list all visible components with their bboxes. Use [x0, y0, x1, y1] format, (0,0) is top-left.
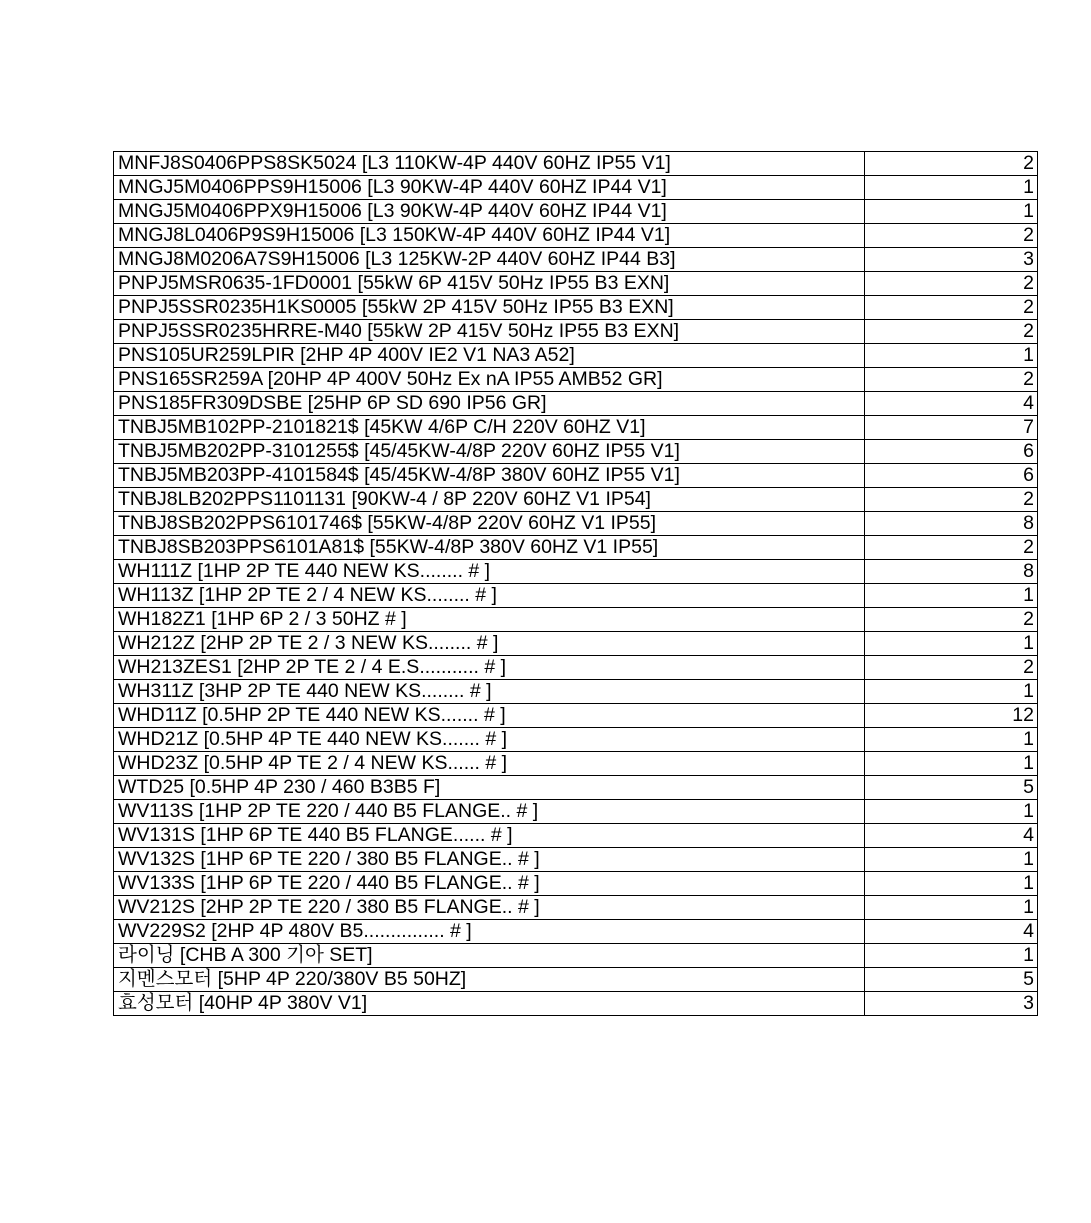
item-description-cell: PNS165SR259A [20HP 4P 400V 50Hz Ex nA IP55 AMB52 GR]: [114, 368, 865, 392]
item-description-cell: WHD23Z [0.5HP 4P TE 2 / 4 NEW KS...... # ]: [114, 752, 865, 776]
item-description-cell: WH213ZES1 [2HP 2P TE 2 / 4 E.S........... # ]: [114, 656, 865, 680]
item-quantity-cell: 5: [865, 968, 1038, 992]
item-description-cell: WHD21Z [0.5HP 4P TE 440 NEW KS....... # ]: [114, 728, 865, 752]
item-description-cell: WH182Z1 [1HP 6P 2 / 3 50HZ # ]: [114, 608, 865, 632]
item-quantity-cell: 8: [865, 512, 1038, 536]
item-quantity-cell: 6: [865, 440, 1038, 464]
item-quantity-cell: 2: [865, 488, 1038, 512]
item-description-cell: WH113Z [1HP 2P TE 2 / 4 NEW KS........ # ]: [114, 584, 865, 608]
table-row: [114, 512, 1038, 536]
item-quantity-cell: 2: [865, 656, 1038, 680]
item-quantity-cell: 4: [865, 392, 1038, 416]
item-quantity-cell: 3: [865, 992, 1038, 1016]
item-quantity-cell: 4: [865, 920, 1038, 944]
item-description-cell: MNGJ8M0206A7S9H15006 [L3 125KW-2P 440V 60HZ IP44 B3]: [114, 248, 865, 272]
table-row: [114, 704, 1038, 728]
item-description-cell: TNBJ8SB202PPS6101746$ [55KW-4/8P 220V 60HZ V1 IP55]: [114, 512, 865, 536]
table-row: [114, 848, 1038, 872]
item-description-cell: WV113S [1HP 2P TE 220 / 440 B5 FLANGE.. # ]: [114, 800, 865, 824]
item-description-cell: PNPJ5SSR0235HRRE-M40 [55kW 2P 415V 50Hz IP55 B3 EXN]: [114, 320, 865, 344]
table-row: [114, 320, 1038, 344]
table-row: [114, 584, 1038, 608]
table-row: [114, 920, 1038, 944]
item-description-cell: MNFJ8S0406PPS8SK5024 [L3 110KW-4P 440V 60HZ IP55 V1]: [114, 152, 865, 176]
table-row: [114, 776, 1038, 800]
item-quantity-cell: 7: [865, 416, 1038, 440]
item-description-cell: WH111Z [1HP 2P TE 440 NEW KS........ # ]: [114, 560, 865, 584]
table-row: [114, 488, 1038, 512]
table-row: [114, 752, 1038, 776]
item-description-cell: TNBJ8LB202PPS1101131 [90KW-4 / 8P 220V 60HZ V1 IP54]: [114, 488, 865, 512]
item-quantity-cell: 2: [865, 608, 1038, 632]
item-description-cell: WV133S [1HP 6P TE 220 / 440 B5 FLANGE.. # ]: [114, 872, 865, 896]
item-quantity-cell: 1: [865, 800, 1038, 824]
table-row: [114, 224, 1038, 248]
table-row: [114, 728, 1038, 752]
item-quantity-cell: 6: [865, 464, 1038, 488]
table-row: [114, 680, 1038, 704]
item-description-cell: TNBJ5MB202PP-3101255$ [45/45KW-4/8P 220V 60HZ IP55 V1]: [114, 440, 865, 464]
table-row: [114, 344, 1038, 368]
table-row: [114, 368, 1038, 392]
item-quantity-cell: 2: [865, 272, 1038, 296]
item-description-cell: PNPJ5MSR0635-1FD0001 [55kW 6P 415V 50Hz IP55 B3 EXN]: [114, 272, 865, 296]
item-quantity-cell: 1: [865, 584, 1038, 608]
item-quantity-cell: 1: [865, 632, 1038, 656]
table-row: [114, 560, 1038, 584]
item-description-cell: WV131S [1HP 6P TE 440 B5 FLANGE...... # ]: [114, 824, 865, 848]
item-description-cell: TNBJ5MB203PP-4101584$ [45/45KW-4/8P 380V 60HZ IP55 V1]: [114, 464, 865, 488]
table-row: [114, 536, 1038, 560]
item-quantity-cell: 2: [865, 296, 1038, 320]
item-description-cell: WV132S [1HP 6P TE 220 / 380 B5 FLANGE.. # ]: [114, 848, 865, 872]
item-description-cell: MNGJ5M0406PPX9H15006 [L3 90KW-4P 440V 60HZ IP44 V1]: [114, 200, 865, 224]
item-description-cell: WV212S [2HP 2P TE 220 / 380 B5 FLANGE.. # ]: [114, 896, 865, 920]
item-description-cell: 지멘스모터 [5HP 4P 220/380V B5 50HZ]: [114, 968, 865, 992]
item-quantity-cell: 1: [865, 848, 1038, 872]
table-row: [114, 968, 1038, 992]
item-quantity-cell: 2: [865, 152, 1038, 176]
table-row: [114, 392, 1038, 416]
item-quantity-cell: 1: [865, 176, 1038, 200]
table-row: [114, 992, 1038, 1016]
item-quantity-cell: 4: [865, 824, 1038, 848]
table-row: [114, 440, 1038, 464]
table-row: [114, 872, 1038, 896]
item-description-cell: PNPJ5SSR0235H1KS0005 [55kW 2P 415V 50Hz IP55 B3 EXN]: [114, 296, 865, 320]
item-quantity-cell: 2: [865, 368, 1038, 392]
table-row: [114, 608, 1038, 632]
table-row: [114, 248, 1038, 272]
item-quantity-cell: 1: [865, 344, 1038, 368]
item-quantity-cell: 1: [865, 896, 1038, 920]
item-quantity-cell: 2: [865, 224, 1038, 248]
table-row: [114, 272, 1038, 296]
table-row: [114, 176, 1038, 200]
item-description-cell: MNGJ8L0406P9S9H15006 [L3 150KW-4P 440V 60HZ IP44 V1]: [114, 224, 865, 248]
item-quantity-cell: 12: [865, 704, 1038, 728]
item-quantity-cell: 2: [865, 536, 1038, 560]
table-row: [114, 200, 1038, 224]
motor-inventory-table: [113, 151, 1038, 1016]
table-row: [114, 824, 1038, 848]
item-description-cell: WH311Z [3HP 2P TE 440 NEW KS........ # ]: [114, 680, 865, 704]
item-description-cell: PNS185FR309DSBE [25HP 6P SD 690 IP56 GR]: [114, 392, 865, 416]
table-row: [114, 416, 1038, 440]
item-description-cell: MNGJ5M0406PPS9H15006 [L3 90KW-4P 440V 60HZ IP44 V1]: [114, 176, 865, 200]
table-row: [114, 632, 1038, 656]
table-row: [114, 152, 1038, 176]
item-quantity-cell: 1: [865, 680, 1038, 704]
item-description-cell: WV229S2 [2HP 4P 480V B5............... # ]: [114, 920, 865, 944]
table-row: [114, 296, 1038, 320]
item-description-cell: PNS105UR259LPIR [2HP 4P 400V IE2 V1 NA3 A52]: [114, 344, 865, 368]
table-row: [114, 944, 1038, 968]
table-body: [114, 152, 1038, 1016]
table-row: [114, 896, 1038, 920]
item-description-cell: 효성모터 [40HP 4P 380V V1]: [114, 992, 865, 1016]
item-quantity-cell: 1: [865, 752, 1038, 776]
table-row: [114, 464, 1038, 488]
item-description-cell: WHD11Z [0.5HP 2P TE 440 NEW KS....... # ]: [114, 704, 865, 728]
item-quantity-cell: 1: [865, 872, 1038, 896]
item-quantity-cell: 3: [865, 248, 1038, 272]
item-description-cell: TNBJ8SB203PPS6101A81$ [55KW-4/8P 380V 60HZ V1 IP55]: [114, 536, 865, 560]
item-description-cell: WTD25 [0.5HP 4P 230 / 460 B3B5 F]: [114, 776, 865, 800]
item-description-cell: WH212Z [2HP 2P TE 2 / 3 NEW KS........ # ]: [114, 632, 865, 656]
item-quantity-cell: 1: [865, 728, 1038, 752]
item-quantity-cell: 5: [865, 776, 1038, 800]
item-quantity-cell: 8: [865, 560, 1038, 584]
table-row: [114, 800, 1038, 824]
item-quantity-cell: 1: [865, 200, 1038, 224]
table-row: [114, 656, 1038, 680]
item-description-cell: 라이닝 [CHB A 300 기아 SET]: [114, 944, 865, 968]
item-description-cell: TNBJ5MB102PP-2101821$ [45KW 4/6P C/H 220V 60HZ V1]: [114, 416, 865, 440]
item-quantity-cell: 2: [865, 320, 1038, 344]
item-quantity-cell: 1: [865, 944, 1038, 968]
